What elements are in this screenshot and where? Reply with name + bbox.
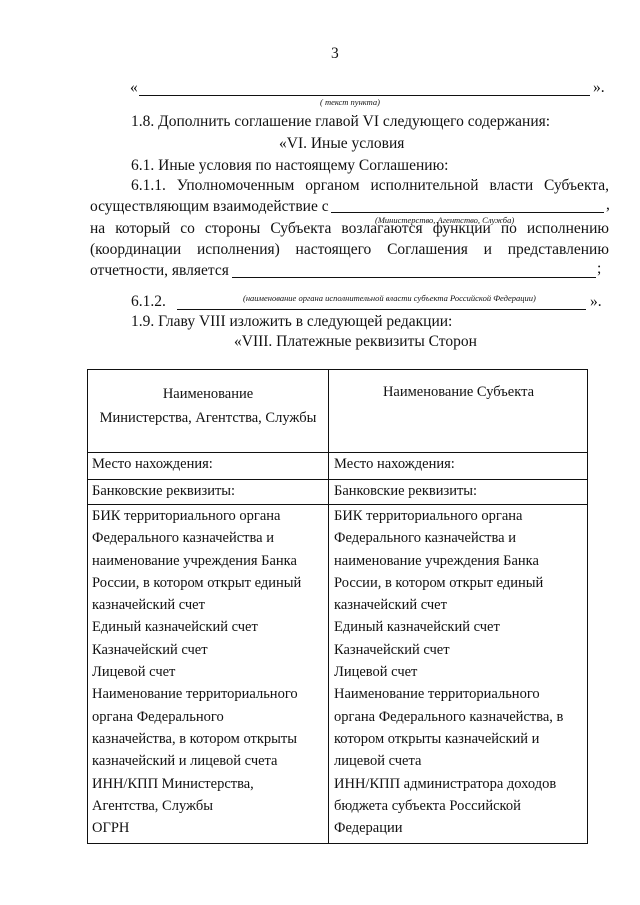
bank-right-cell: Банковские реквизиты: [329, 480, 588, 505]
detail-line: Казначейский счет [92, 641, 208, 658]
detail-line: казначейства, в котором открыты [92, 730, 297, 747]
detail-line: Федерального казначейства и [334, 530, 516, 547]
item-6-1-2-end: ». [590, 293, 602, 310]
quote-open: « [130, 79, 138, 96]
detail-line: органа Федерального [92, 708, 224, 725]
word: представлению [507, 241, 609, 258]
item-6-1-1-line3 [90, 220, 609, 238]
details-left-cell [88, 505, 329, 844]
item-6-1-1-line2: осуществляющим взаимодействие с [90, 198, 329, 215]
caption-ministry: (Министерство, Агентство, Служба) [375, 215, 515, 225]
item-6-1-1-line4 [90, 241, 609, 259]
table-row [88, 370, 588, 453]
word: Соглашения [387, 241, 468, 258]
item-6-1-2: 6.1.2. [131, 293, 166, 310]
detail-line: Агентства, Службы [92, 797, 213, 814]
detail-line: казначейский счет [334, 597, 447, 614]
detail-line: Единый казначейский счет [92, 619, 258, 636]
chapter-vi-title: «VI. Иные условия [279, 135, 405, 152]
item-6-1-1-line5-end: ; [597, 260, 602, 277]
word: по [500, 220, 517, 237]
payment-details-table [87, 369, 588, 844]
word: власти [489, 177, 534, 194]
detail-line: ИНН/КПП администратора доходов [334, 775, 557, 792]
detail-line: России, в котором открыт единый [92, 574, 302, 591]
details-right-cell [329, 505, 588, 844]
word: возлагаются [341, 220, 423, 237]
word: исполнения) [196, 241, 280, 258]
detail-line: казначейский счет [92, 597, 205, 614]
detail-line: казначейский и лицевой счета [92, 753, 278, 770]
header-left-cell [88, 370, 329, 453]
caption-authority: (наименование органа исполнительной власти субъекта Российской Федерации) [243, 293, 536, 303]
chapter-viii-title: «VIII. Платежные реквизиты Сторон [234, 333, 477, 350]
word: исполнительной [370, 177, 479, 194]
detail-line: Наименование территориального [92, 686, 298, 703]
word: со [180, 220, 195, 237]
detail-line: Наименование территориального [334, 686, 540, 703]
word: Субъекта, [544, 177, 609, 194]
detail-line: Лицевой счет [92, 664, 176, 681]
location-right-cell: Место нахождения: [329, 453, 588, 480]
word: исполнению [526, 220, 609, 237]
word: который [115, 220, 171, 237]
detail-line: Федерального казначейства и [92, 530, 274, 547]
header-right-text: Наименование Субъекта [382, 384, 535, 400]
item-6-1: 6.1. Иные условия по настоящему Соглашению: [131, 157, 449, 174]
item-1-9: 1.9. Главу VIII изложить в следующей редакции: [131, 313, 453, 330]
word: Уполномоченным [176, 177, 295, 194]
word: настоящего [295, 241, 372, 258]
detail-line: России, в котором открыт единый [334, 574, 544, 591]
word: 6.1.1. [131, 177, 166, 194]
detail-line: БИК территориального органа [334, 508, 523, 524]
detail-line: ОГРН [92, 820, 130, 837]
item-6-1-1-line2-end: , [606, 196, 610, 213]
fill-line-text-item [139, 95, 590, 96]
word: органом [305, 177, 360, 194]
detail-line: лицевой счета [334, 753, 422, 770]
table-row [88, 453, 588, 480]
caption-text-item: ( текст пункта) [320, 97, 380, 107]
table-row [88, 505, 588, 844]
fill-line-authority [232, 277, 596, 278]
item-1-8: 1.8. Дополнить соглашение главой VI следующего содержания: [131, 113, 551, 130]
item-6-1-1-line5: отчетности, является [90, 262, 229, 279]
detail-line: котором открыты казначейский и [334, 730, 540, 747]
location-left-cell: Место нахождения: [88, 453, 329, 480]
detail-line: наименование учреждения Банка [334, 552, 539, 569]
table-row [88, 480, 588, 505]
detail-line: органа Федерального казначейства, в [334, 708, 564, 725]
detail-line: бюджета субъекта Российской [334, 797, 521, 814]
detail-line: Казначейский счет [334, 641, 450, 658]
word: и [483, 241, 492, 258]
quote-close: ». [593, 79, 605, 96]
detail-line: ИНН/КПП Министерства, [92, 775, 254, 792]
fill-line-ministry [331, 212, 604, 213]
detail-line: Единый казначейский счет [334, 619, 500, 636]
word: функции [432, 220, 491, 237]
bank-left-cell: Банковские реквизиты: [88, 480, 329, 505]
detail-line: Лицевой счет [334, 664, 418, 681]
item-6-1-1-line1 [131, 177, 609, 195]
header-right-cell [329, 370, 588, 453]
page-number: 3 [331, 45, 339, 62]
detail-line: БИК территориального органа [92, 508, 281, 524]
detail-line: Федерации [334, 820, 403, 837]
header-left-line1: Наименование [162, 386, 254, 402]
word: (координации [90, 241, 182, 258]
word: стороны [204, 220, 261, 237]
header-left-line2: Министерства, Агентства, Службы [99, 410, 317, 426]
word: на [90, 220, 106, 237]
word: Субъекта [270, 220, 332, 237]
fill-line-6-1-2 [177, 309, 586, 310]
detail-line: наименование учреждения Банка [92, 552, 297, 569]
